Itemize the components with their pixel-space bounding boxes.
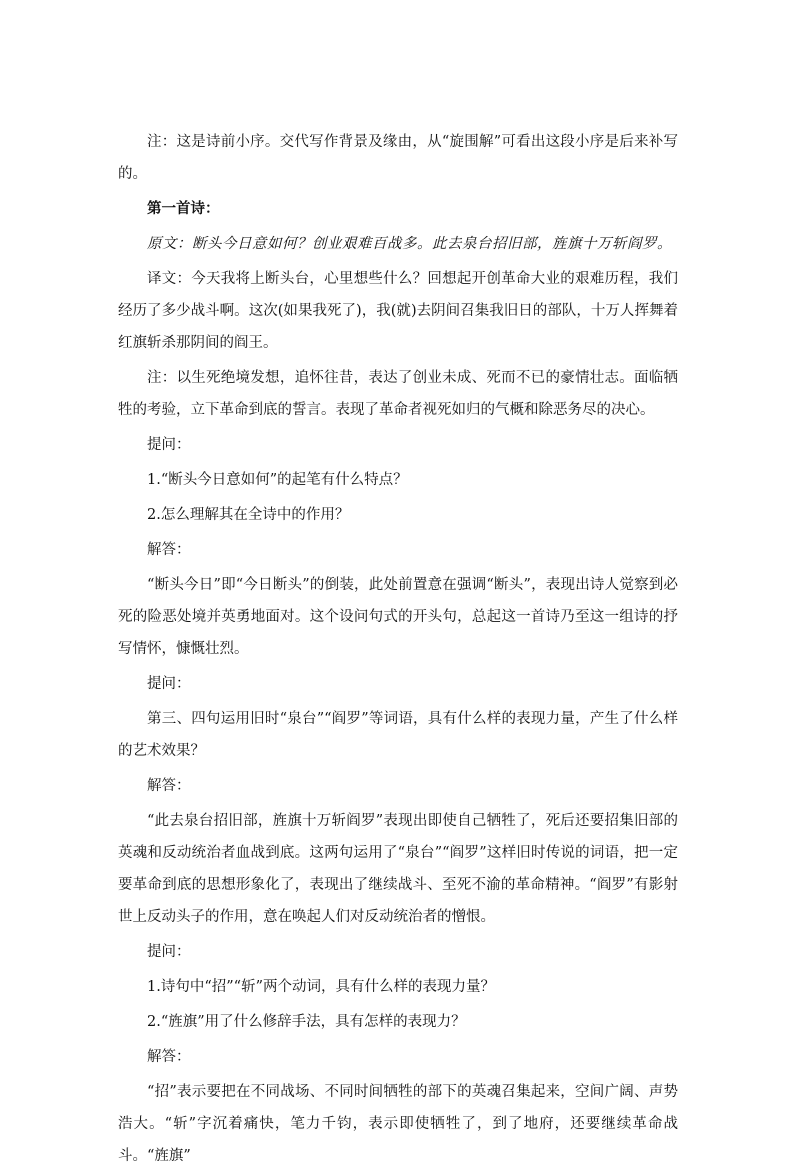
answer-2-label: 解答： [147, 778, 191, 794]
question-1-label: 提问： [147, 437, 191, 453]
question-1-item-2: 2.怎么理解其在全诗中的作用？ [147, 507, 350, 523]
question-3-item-1: 1.诗句中“招”“斩”两个动词，具有什么样的表现力量？ [147, 979, 495, 995]
question-2-label: 提问： [147, 676, 191, 692]
poem-1-note: 注：以生死绝境发想，追怀往昔，表达了创业未成、死而不已的豪情壮志。面临牺牲的考验，立下革命到底的誓言。表现了革命者视死如归的气概和除恶务尽的决心。 [118, 370, 678, 418]
question-1-item-1: 1.“断头今日意如何”的起笔有什么特点？ [147, 472, 408, 488]
answer-2-text: “此去泉台招旧部，旌旗十万斩阎罗”表现出即使自己牺牲了，死后还要招集旧部的英魂和反动统治者血战到底。这两句运用了“泉台”“阎罗”这样旧时传说的词语，把一定要革命到底的思想形象化了，表现出了继续战斗、至死不渝的革命精神。“阎罗”有影射世上反动头子的作用，意在唤起人们对反动统治者的憎恨。 [118, 813, 678, 925]
poem-1-translation: 译文：今天我将上断头台，心里想些什么？回想起开创革命大业的艰难历程，我们经历了多少战斗啊。这次(如果我死了)，我(就)去阴间召集我旧日的部队，十万人挥舞着红旗斩杀那阴间的阎王。 [118, 271, 678, 351]
answer-3-label: 解答： [147, 1049, 191, 1065]
answer-1-label: 解答： [147, 542, 191, 558]
poem-1-heading: 第一首诗： [147, 200, 220, 217]
preface-note: 注：这是诗前小序。交代写作背景及缘由，从“旋围解”可看出这段小序是后来补写的。 [118, 134, 678, 182]
poem-1-original-text: 原文：断头今日意如何？创业艰难百战多。此去泉台招旧部，旌旗十万斩阎罗。 [147, 236, 672, 252]
question-3-item-2: 2.“旌旗”用了什么修辞手法，具有怎样的表现力？ [147, 1014, 466, 1030]
question-2-text: 第三、四句运用旧时“泉台”“阎罗”等词语，具有什么样的表现力量，产生了什么样的艺术效果？ [118, 711, 678, 759]
question-3-label: 提问： [147, 944, 191, 960]
answer-3-text: “招”表示要把在不同战场、不同时间牺牲的部下的英魂召集起来，空间广阔、声势浩大。“斩”字沉着痛快，笔力千钧，表示即使牺牲了，到了地府，还要继续革命战斗。“旌旗” [118, 1084, 678, 1164]
answer-1-text: “断头今日”即“今日断头”的倒装，此处前置意在强调“断头”，表现出诗人觉察到必死的险恶处境并英勇地面对。这个设问句式的开头句，总起这一首诗乃至这一组诗的抒写情怀，慷慨壮烈。 [118, 577, 678, 657]
document-body [118, 126, 678, 1175]
